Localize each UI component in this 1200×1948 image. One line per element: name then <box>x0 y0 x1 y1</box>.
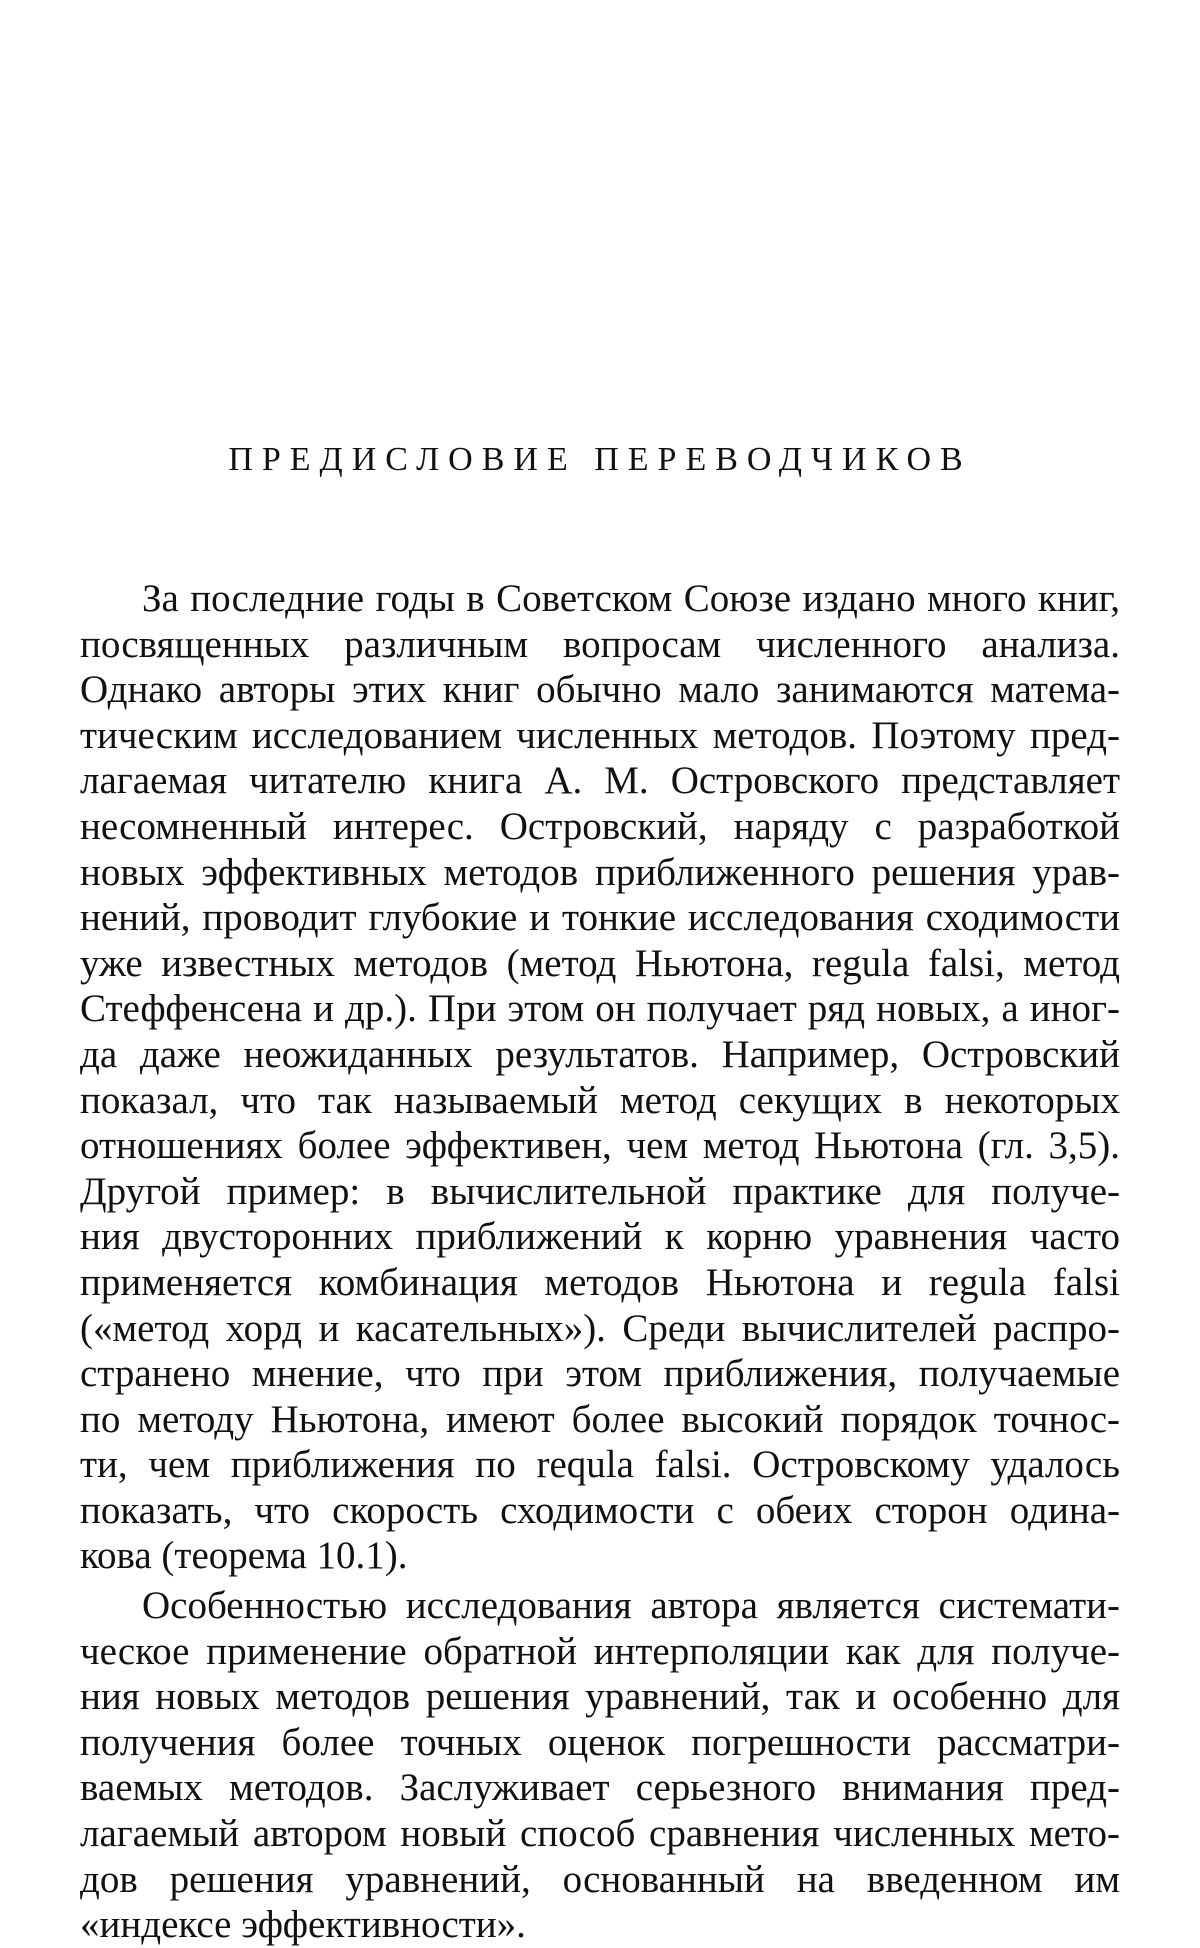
text-line: да даже неожиданных результатов. Например, Островский <box>80 1032 1120 1076</box>
text-line: применяется комбинация методов Ньютона и regula falsi <box>80 1260 1120 1304</box>
text-line: отношениях более эффективен, чем метод Ньютона (гл. 3,5). <box>80 1124 1120 1168</box>
text-line: Стеффенсена и др.). При этом он получает ряд новых, а иног- <box>80 987 1120 1031</box>
text-line: «индексе эффективности». <box>80 1903 526 1947</box>
text-line: лагаемая читателю книга А. М. Островского представляет <box>80 759 1120 803</box>
text-line: Однако авторы этих книг обычно мало занимаются матема- <box>80 668 1120 712</box>
text-line: лагаемый автором новый способ сравнения численных мето- <box>80 1812 1120 1856</box>
text-line: («метод хорд и касательных»). Среди вычислителей распро- <box>80 1306 1120 1350</box>
text-line: ния новых методов решения уравнений, так и особенно для <box>80 1675 1120 1719</box>
text-line: показал, что так называемый метод секущих в некоторых <box>80 1078 1120 1122</box>
text-line: дов решения уравнений, основанный на введенном им <box>80 1857 1120 1901</box>
text-line: новых эффективных методов приближенного решения урав- <box>80 850 1120 894</box>
text-line: Другой пример: в вычислительной практике для получе- <box>80 1169 1120 1213</box>
text-line: странено мнение, что при этом приближения, получаемые <box>80 1352 1120 1396</box>
text-line: ния двусторонних приближений к корню уравнения часто <box>80 1215 1120 1259</box>
text-line: ческое применение обратной интерполяции как для получе- <box>80 1629 1120 1673</box>
body-text <box>80 576 1120 1948</box>
text-line: нений, проводит глубокие и тонкие исследования сходимости <box>80 896 1120 940</box>
text-line: ти, чем приближения по requla falsi. Островскому удалось <box>80 1443 1120 1487</box>
text-line: несомненный интерес. Островский, наряду с разработкой <box>80 804 1120 848</box>
text-line: Особенностью исследования автора является системати- <box>142 1584 1120 1628</box>
text-line: тическим исследованием численных методов. Поэтому пред- <box>80 713 1120 757</box>
text-line: кова (теорема 10.1). <box>80 1534 408 1578</box>
text-line: по методу Ньютона, имеют более высокий порядок точнос- <box>80 1397 1120 1441</box>
text-line: За последние годы в Советском Союзе издано много книг, <box>142 577 1120 620</box>
text-line: посвященных различным вопросам численного анализа. <box>80 622 1120 666</box>
text-line: показать, что скорость сходимости с обеих сторон одина- <box>80 1488 1120 1532</box>
page-title: ПРЕДИСЛОВИЕ ПЕРЕВОДЧИКОВ <box>228 441 972 478</box>
paragraph-1 <box>80 576 1120 1579</box>
paragraph-2 <box>80 1583 1120 1948</box>
text-line: ваемых методов. Заслуживает серьезного внимания пред- <box>80 1766 1120 1810</box>
text-line: уже известных методов (метод Ньютона, regula falsi, метод <box>80 941 1120 985</box>
text-line: получения более точных оценок погрешности рассматри- <box>80 1720 1120 1764</box>
